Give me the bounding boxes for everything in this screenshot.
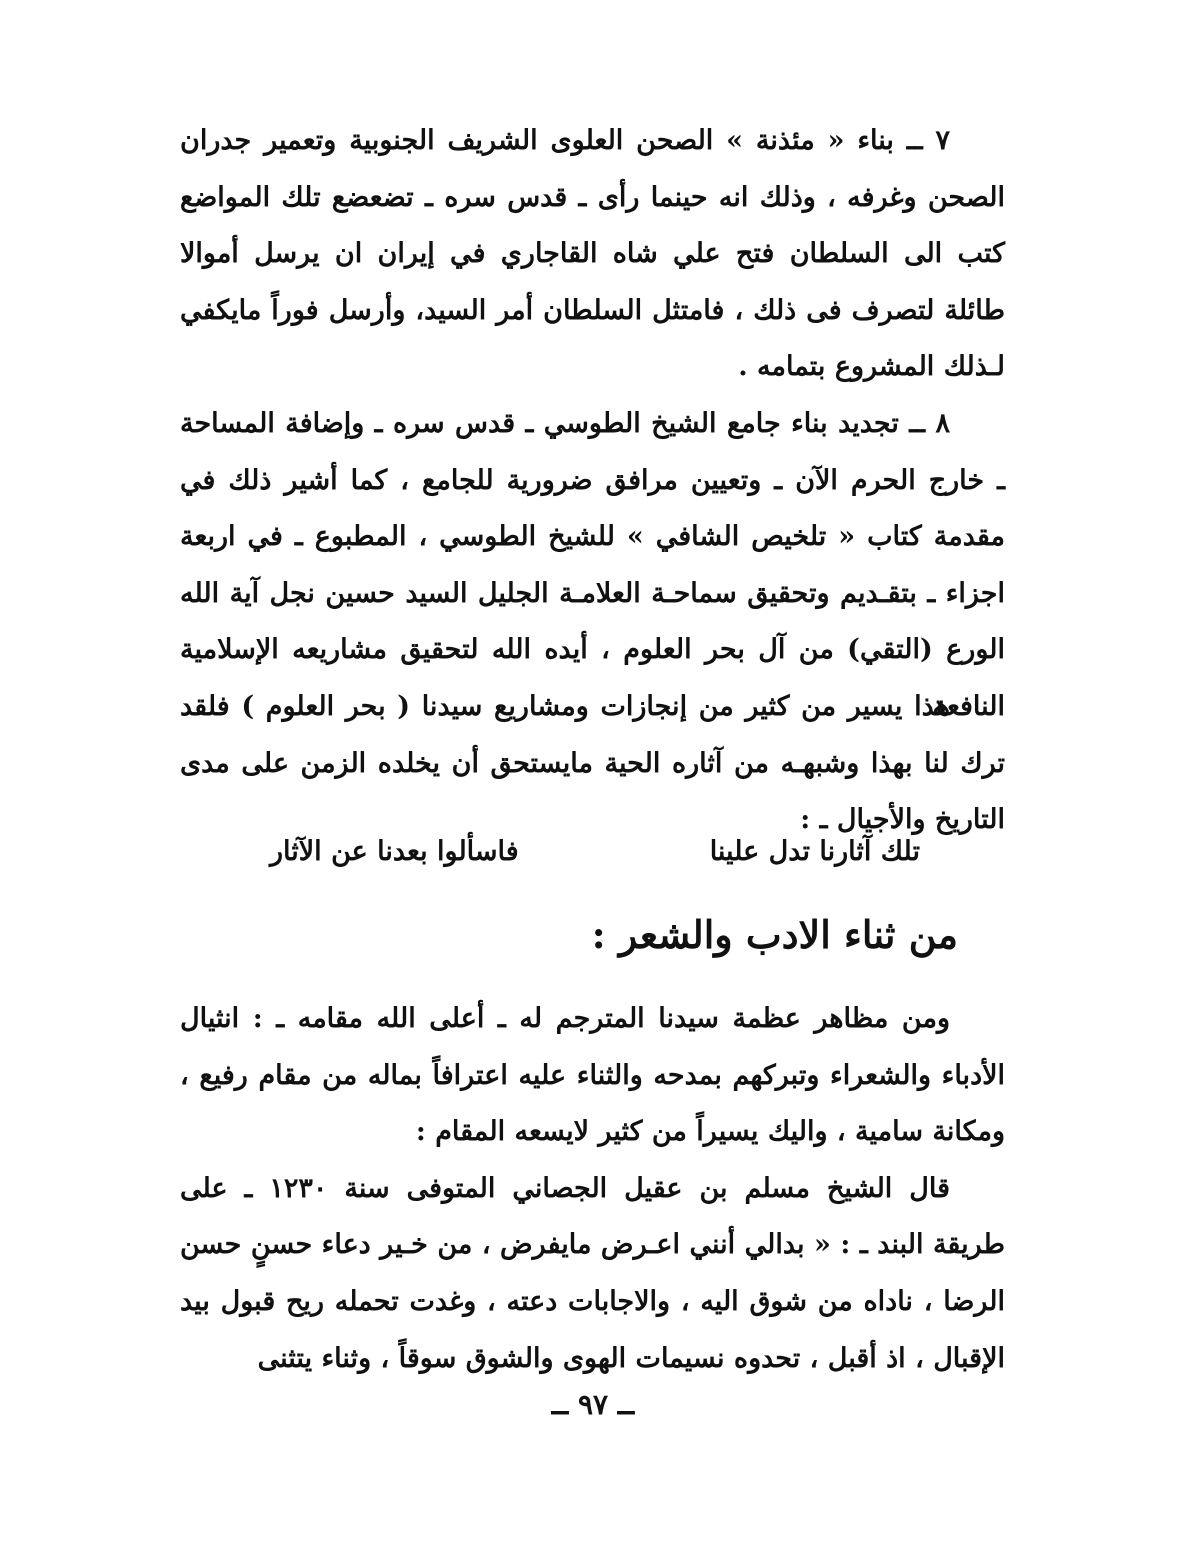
poet-quote-paragraph: قال الشيخ مسلم بن عقيل الجصاني المتوفى سنة ١٢٣٠ ـ على طريقة البند ـ : « بدالي أنني اعـرض مايفرض ، من خـير دعاء حسنٍ حسن الرضا ، ناداه من شوق اليه ، والاجابات دعته ، وغدت تحمله ريح قبول بيد الإقبال ، اذ أقبل ، تحدوه نسيمات الهوى والشوق سوقاً ، وثناء يتثنى bbox=[180, 1172, 1005, 1374]
summary-paragraph: هذا يسير من كثير من إنجازات ومشاريع سيدنا ( بحر العلوم ) فلقد ترك لنا بهذا وشبهـه من آثاره الحية مايستحق أن يخلده الزمن على مدى التاريخ والأجيال ـ : bbox=[180, 691, 1005, 836]
paragraph-item-7: ٧ ــ بناء « مئذنة » الصحن العلوى الشريف الجنوبية وتعمير جدران الصحن وغرفه ، وذلك انه حينما رأى ـ قدس سره ـ تضعضع تلك المواضع كتب الى السلطان فتح علي شاه القاجاري في إيران ان يرسل أموالا طائلة لتصرف فى ذلك ، فامتثل السلطان أمر السيد، وأرسل فوراً مايكفي لـذلك المشروع بتمامه . bbox=[180, 125, 1005, 383]
paragraph-item-8: ٨ ــ تجديد بناء جامع الشيخ الطوسي ـ قدس سره ـ وإضافة المساحة ـ خارج الحرم الآن ـ وتعيين مرافق ضرورية للجامع ، كما أشير ذلك في مقدمة كتاب « تلخيص الشافي » للشيخ الطوسي ، المطبوع ـ في اربعة اجزاء ـ بتقـديم وتحقيق سماحـة العلامـة الجليل السيد حسين نجل آية الله الورع (التقي) من آل بحر العلوم ، أيده الله لتحقيق مشاريعه الإسلامية النافعة bbox=[180, 407, 1005, 722]
section-heading: من ثناء الادب والشعر : bbox=[591, 912, 958, 957]
numbered-items-section bbox=[180, 113, 1005, 736]
poetry-verse bbox=[270, 823, 920, 881]
page-number: ــ ٩٧ ــ bbox=[551, 1388, 635, 1421]
verse-second-hemistich: فاسألوا بعدنا عن الآثار bbox=[270, 836, 519, 867]
literature-section bbox=[180, 991, 1005, 1387]
literature-intro-paragraph: ومن مظاهر عظمة سيدنا المترجم له ـ أعلى الله مقامه ـ : انثيال الأدباء والشعراء وتبركهم بمدحه والثناء عليه اعترافاً بماله من مقام رفيع ، ومكانة سامية ، واليك يسيراً من كثير لايسعه المقام : bbox=[180, 1003, 1005, 1148]
verse-first-hemistich: تلك آثارنا تدل علينا bbox=[709, 836, 920, 867]
